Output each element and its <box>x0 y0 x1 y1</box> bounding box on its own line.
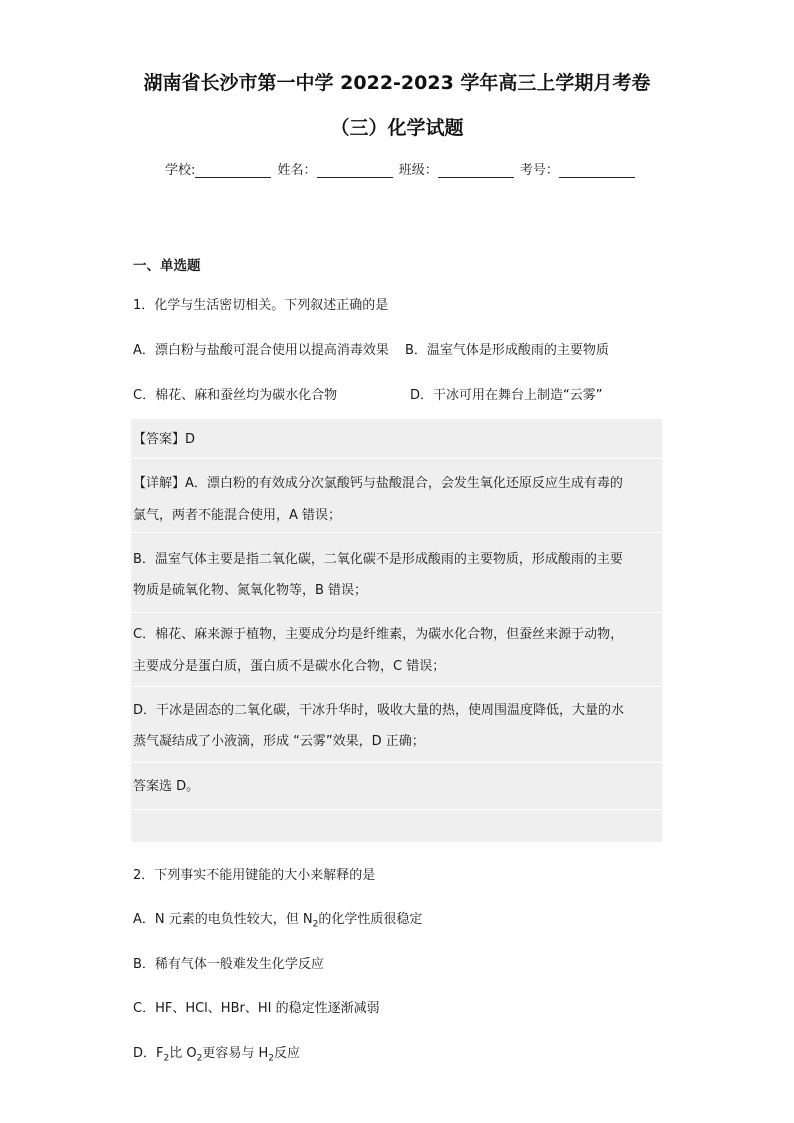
exam-title-line1: 湖南省长沙市第一中学 2022-2023 学年高三上学期月考卷 <box>143 72 651 94</box>
student-info-row <box>165 159 637 178</box>
q2-stem: 2．下列事实不能用键能的大小来解释的是 <box>133 868 376 883</box>
q2-option-a-pre: A．N 元素的电负性较大，但 N <box>133 912 313 927</box>
class-blank <box>438 165 514 178</box>
school-blank <box>195 165 271 178</box>
subscript: 2 <box>196 1053 203 1064</box>
stripe-divider <box>131 686 662 687</box>
subscript: 2 <box>163 1053 170 1064</box>
exam-title-line2: （三）化学试题 <box>330 117 464 139</box>
q2-option-a <box>133 908 422 930</box>
stripe-divider <box>131 809 662 810</box>
q1-detail-b-line1: B．温室气体主要是指二氧化碳，二氧化碳不是形成酸雨的主要物质，形成酸雨的主要 <box>133 552 623 567</box>
stripe-divider <box>131 458 662 459</box>
stripe-divider <box>131 612 662 613</box>
q1-detail-d-line2: 蒸气凝结成了小液滴，形成 “云雾”效果，D 正确； <box>133 734 425 749</box>
q2-option-b: B．稀有气体一般难发生化学反应 <box>133 957 324 972</box>
exam-number-label: 考号： <box>519 163 559 178</box>
exam-number-blank <box>559 165 635 178</box>
school-label: 学校: <box>165 163 196 178</box>
q2-option-a-post: 的化学性质很稳定 <box>318 912 423 927</box>
q1-option-b: B．温室气体是形成酸雨的主要物质 <box>405 343 609 358</box>
q1-option-c: C．棉花、麻和蚕丝均为碳水化合物 <box>133 388 338 403</box>
q1-detail-c-line1: C．棉花、麻来源于植物，主要成分均是纤维素，为碳水化合物，但蚕丝来源于动物， <box>133 627 624 642</box>
q2-option-d <box>133 1042 300 1064</box>
q1-detail-a-line2: 氯气，两者不能混合使用，A 错误； <box>133 508 342 523</box>
q2-option-d-part2: 比 O <box>169 1046 197 1061</box>
stripe-divider <box>131 762 662 763</box>
subscript: 2 <box>268 1053 274 1064</box>
q1-detail-c-line2: 主要成分是蛋白质，蛋白质不是碳水化合物，C 错误； <box>133 659 446 674</box>
q1-option-d: D．干冰可用在舞台上制造“云雾” <box>410 388 603 403</box>
q1-answer: 【答案】D <box>133 432 196 447</box>
name-label: 姓名： <box>277 163 317 178</box>
q1-detail-b-line2: 物质是硫氧化物、氮氧化物等，B 错误； <box>133 583 368 598</box>
q1-stem: 1．化学与生活密切相关。下列叙述正确的是 <box>133 298 389 313</box>
subscript: 2 <box>312 919 319 930</box>
q2-option-d-part3: 更容易与 H <box>202 1046 269 1061</box>
q1-option-a: A．漂白粉与盐酸可混合使用以提高消毒效果 <box>133 343 389 358</box>
q2-option-c: C．HF、HCl、HBr、HI 的稳定性逐渐减弱 <box>133 1001 380 1016</box>
section-heading: 一、单选题 <box>133 258 201 274</box>
stripe-divider <box>131 532 662 533</box>
q1-detail-d-line1: D．干冰是固态的二氧化碳，干冰升华时，吸收大量的热，使周围温度降低，大量的水 <box>133 703 625 718</box>
q2-option-d-part4: 反应 <box>274 1046 301 1061</box>
detail-a-text: A．漂白粉的有效成分次氯酸钙与盐酸混合，会发生氧化还原反应生成有毒的 <box>185 476 623 491</box>
class-label: 班级： <box>398 163 438 178</box>
q2-option-d-part1: D．F <box>133 1046 164 1061</box>
q1-answer-box <box>131 419 662 842</box>
q1-conclusion: 答案选 D。 <box>133 779 200 794</box>
detail-tag: 【详解】 <box>133 476 186 491</box>
q1-detail-a-line1 <box>133 472 623 491</box>
name-blank <box>317 165 393 178</box>
